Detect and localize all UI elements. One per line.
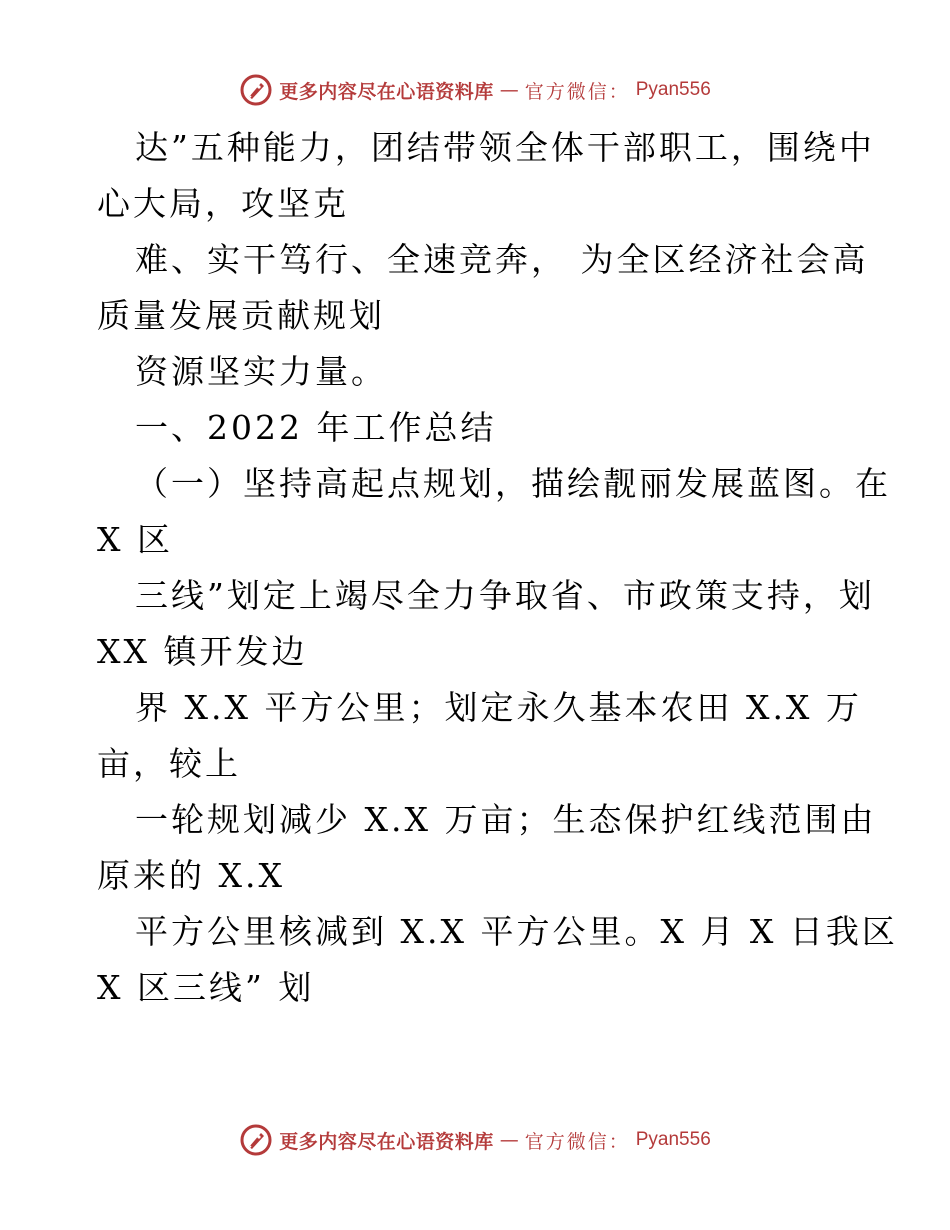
section-heading: 一、2022 年工作总结 [135,408,497,447]
text-line: 原来的 X.X [97,856,285,895]
text-line: 一轮规划减少 X.X 万亩；生态保护红线范围由 [135,800,877,839]
pen-nib-logo-icon [239,73,273,107]
pen-nib-logo-icon [239,1123,273,1157]
watermark-brand: 更多内容尽在心语资料库 [279,80,494,103]
text-line: 亩，较上 [97,744,241,783]
text-line: 界 X.X 平方公里；划定永久基本农田 X.X 万 [135,688,862,727]
text-line: X 区三线” 划 [97,968,315,1007]
text-line: 难、实干笃行、全速竞奔， 为全区经济社会高 [135,240,869,279]
watermark-separator: — [499,1129,519,1151]
text-line: 质量发展贡献规划 [97,296,385,335]
watermark-account: Pyan556 [635,79,711,100]
watermark-separator: — [499,79,519,101]
document-body [97,120,898,1016]
text-line: 资源坚实力量。 [135,352,387,391]
text-line: 心大局，攻坚克 [97,184,349,223]
watermark-account: Pyan556 [635,1129,711,1150]
text-line: （一）坚持高起点规划，描绘靓丽发展蓝图。在 [135,464,891,503]
footer-watermark [0,1120,950,1160]
text-line: XX 镇开发边 [97,632,308,671]
watermark-label: 官方微信： [524,1130,630,1153]
text-line: 达”五种能力，团结带领全体干部职工，围绕中 [135,128,875,167]
text-line: 平方公里核减到 X.X 平方公里。X 月 X 日我区 [135,912,898,951]
text-line: 三线”划定上竭尽全力争取省、市政策支持，划 [135,576,875,615]
watermark-brand: 更多内容尽在心语资料库 [279,1130,494,1153]
watermark-label: 官方微信： [524,80,630,103]
header-watermark [0,70,950,110]
text-line: X 区 [97,520,173,559]
